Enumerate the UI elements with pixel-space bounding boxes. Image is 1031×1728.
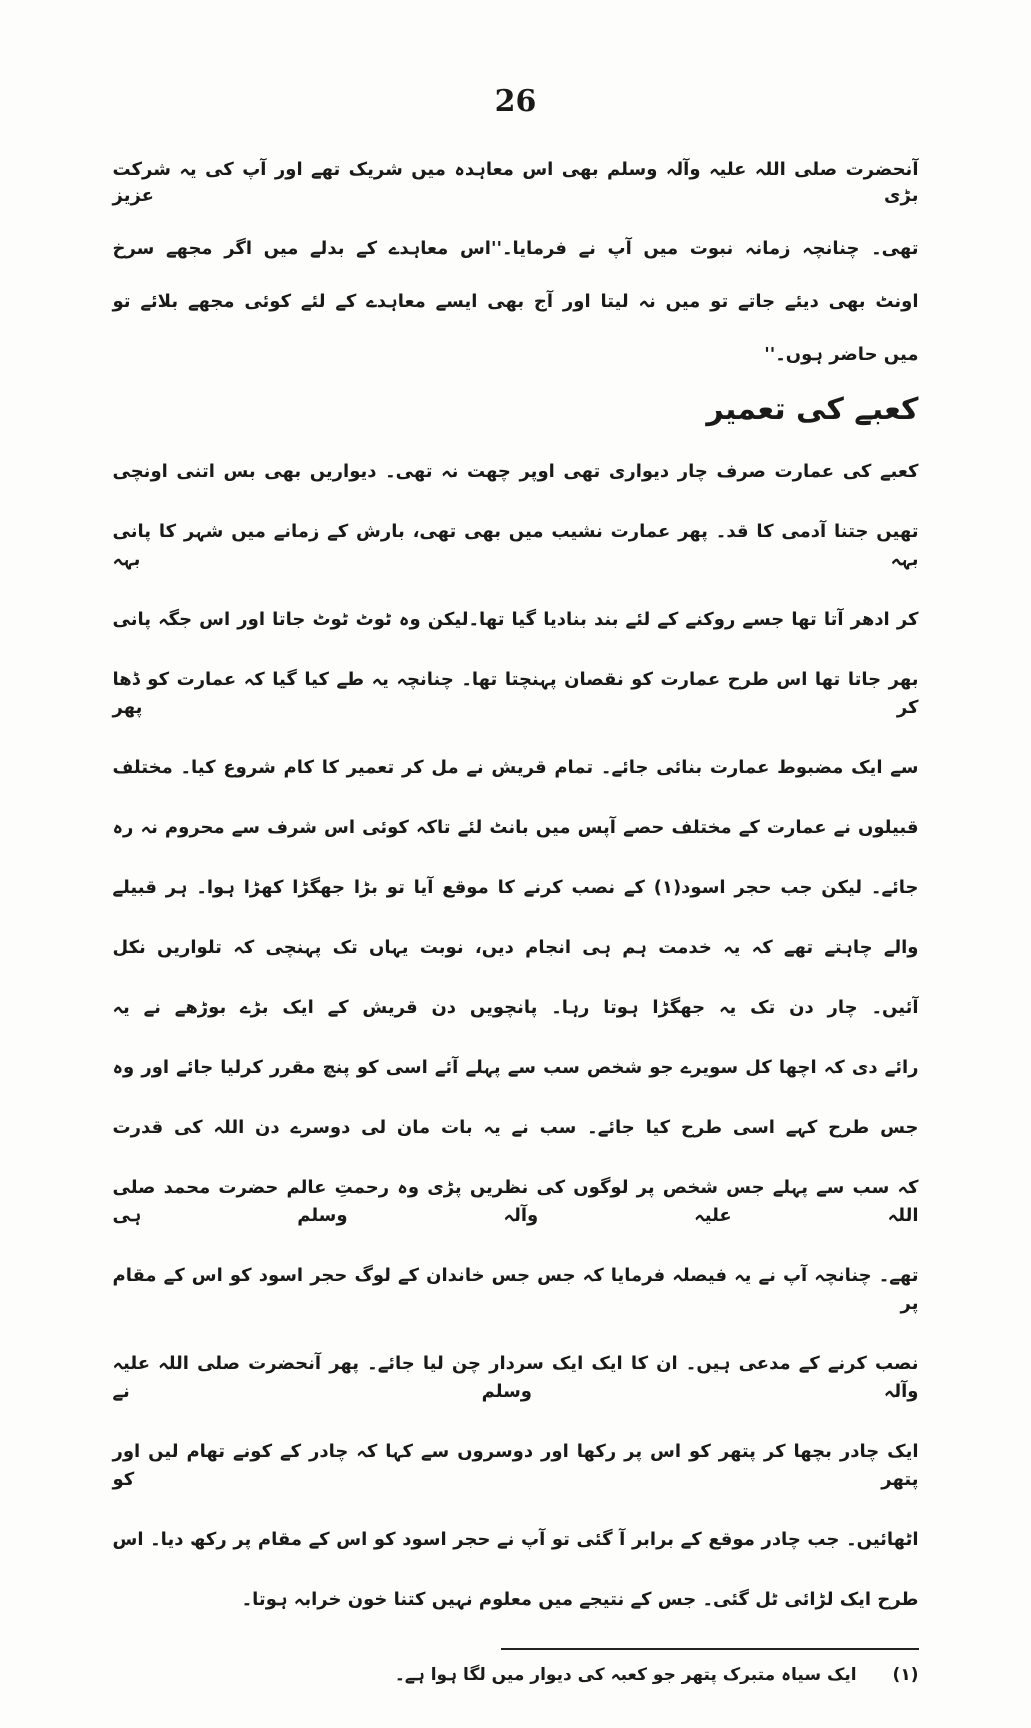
footnote-marker: (۱) — [892, 1665, 919, 1685]
text-line: آنحضرت صلی اللہ علیہ وآلہ وسلم بھی اس معاہدہ میں شریک تھے اور آپ کی یہ شرکت بڑی عزیز — [112, 159, 919, 206]
text-line: اونٹ بھی دیئے جاتے تو میں نہ لیتا اور آج بھی ایسے معاہدے کے لئے کوئی مجھے بلائے تو — [112, 291, 919, 312]
text-line: جس طرح کہے اسی طرح کیا جائے۔ سب نے یہ بات مان لی دوسرے دن اللہ کی قدرت — [112, 1117, 919, 1138]
text-line: رائے دی کہ اچھا کل سویرے جو شخص سب سے پہلے آئے اسی کو پنچ مقرر کرلیا جائے اور وہ — [112, 1057, 919, 1078]
footnote — [113, 1662, 919, 1688]
text-line: تھے۔ چنانچہ آپ نے یہ فیصلہ فرمایا کہ جس جس خاندان کے لوگ حجر اسود کو اس کے مقام پر — [112, 1265, 919, 1314]
text-line: جائے۔ لیکن جب حجر اسود(۱) کے نصب کرنے کا موقع آیا تو بڑا جھگڑا کھڑا ہوا۔ ہر قبیلے — [112, 877, 919, 898]
book-page — [113, 0, 919, 1728]
text-line: تھیں جتنا آدمی کا قد۔ پھر عمارت نشیب میں بھی تھی، بارش کے زمانے میں شہر کا پانی بہہ بہہ — [112, 521, 919, 570]
text-line: طرح ایک لڑائی ٹل گئی۔ جس کے نتیجے میں معلوم نہیں کتنا خون خرابہ ہوتا۔ — [241, 1589, 919, 1610]
text-line: کعبے کی عمارت صرف چار دیواری تھی اوپر چھت نہ تھی۔ دیواریں بھی بس اتنی اونچی — [112, 461, 919, 482]
text-line: والے چاہتے تھے کہ یہ خدمت ہم ہی انجام دیں، نوبت یہاں تک پہنچی کہ تلواریں نکل — [112, 937, 919, 958]
text-line: میں حاضر ہوں۔'' — [764, 344, 919, 365]
text-line: نصب کرنے کے مدعی ہیں۔ ان کا ایک ایک سردار چن لیا جائے۔ پھر آنحضرت صلی اللہ علیہ وآلہ وسلم نے — [112, 1353, 919, 1402]
text-line: آئیں۔ چار دن تک یہ جھگڑا ہوتا رہا۔ پانچویں دن قریش کے ایک بڑے بوڑھے نے یہ — [112, 997, 919, 1018]
intro-paragraph — [113, 144, 919, 382]
page-number: 26 — [494, 84, 537, 119]
body-paragraph — [113, 442, 919, 1630]
text-line: کر ادھر آتا تھا جسے روکنے کے لئے بند بنادیا گیا تھا۔لیکن وہ ٹوٹ ٹوٹ جاتا اور اس جگہ پانی — [112, 609, 919, 630]
text-line: کہ سب سے پہلے جس شخص پر لوگوں کی نظریں پڑی وہ رحمتِ عالم حضرت محمد صلی اللہ علیہ وآلہ وسلم ہی — [112, 1177, 919, 1226]
text-line: اٹھائیں۔ جب چادر موقع کے برابر آ گئی تو آپ نے حجر اسود کو اس کے مقام پر رکھ دیا۔ اس — [112, 1529, 919, 1550]
text-line: بھر جاتا تھا اس طرح عمارت کو نقصان پہنچتا تھا۔ چنانچہ یہ طے کیا گیا کہ عمارت کو ڈھا کر پھر — [112, 669, 919, 718]
footnote-divider — [501, 1648, 919, 1650]
text-line: قبیلوں نے عمارت کے مختلف حصے آپس میں بانٹ لئے تاکہ کوئی اس شرف سے محروم نہ رہ — [112, 817, 919, 838]
text-line: ایک چادر بچھا کر پتھر کو اس پر رکھا اور دوسروں سے کہا کہ چادر کے کونے تھام لیں اور پتھر کو — [112, 1441, 919, 1490]
footnote-text: ایک سیاہ متبرک پتھر جو کعبہ کی دیوار میں لگا ہوا ہے۔ — [394, 1665, 857, 1685]
section-heading: کعبے کی تعمیر — [706, 392, 919, 427]
text-line: سے ایک مضبوط عمارت بنائی جائے۔ تمام قریش نے مل کر تعمیر کا کام شروع کیا۔ مختلف — [112, 757, 919, 778]
text-line: تھی۔ چنانچہ زمانہ نبوت میں آپ نے فرمایا۔''اس معاہدے کے بدلے میں اگر مجھے سرخ — [112, 238, 919, 259]
